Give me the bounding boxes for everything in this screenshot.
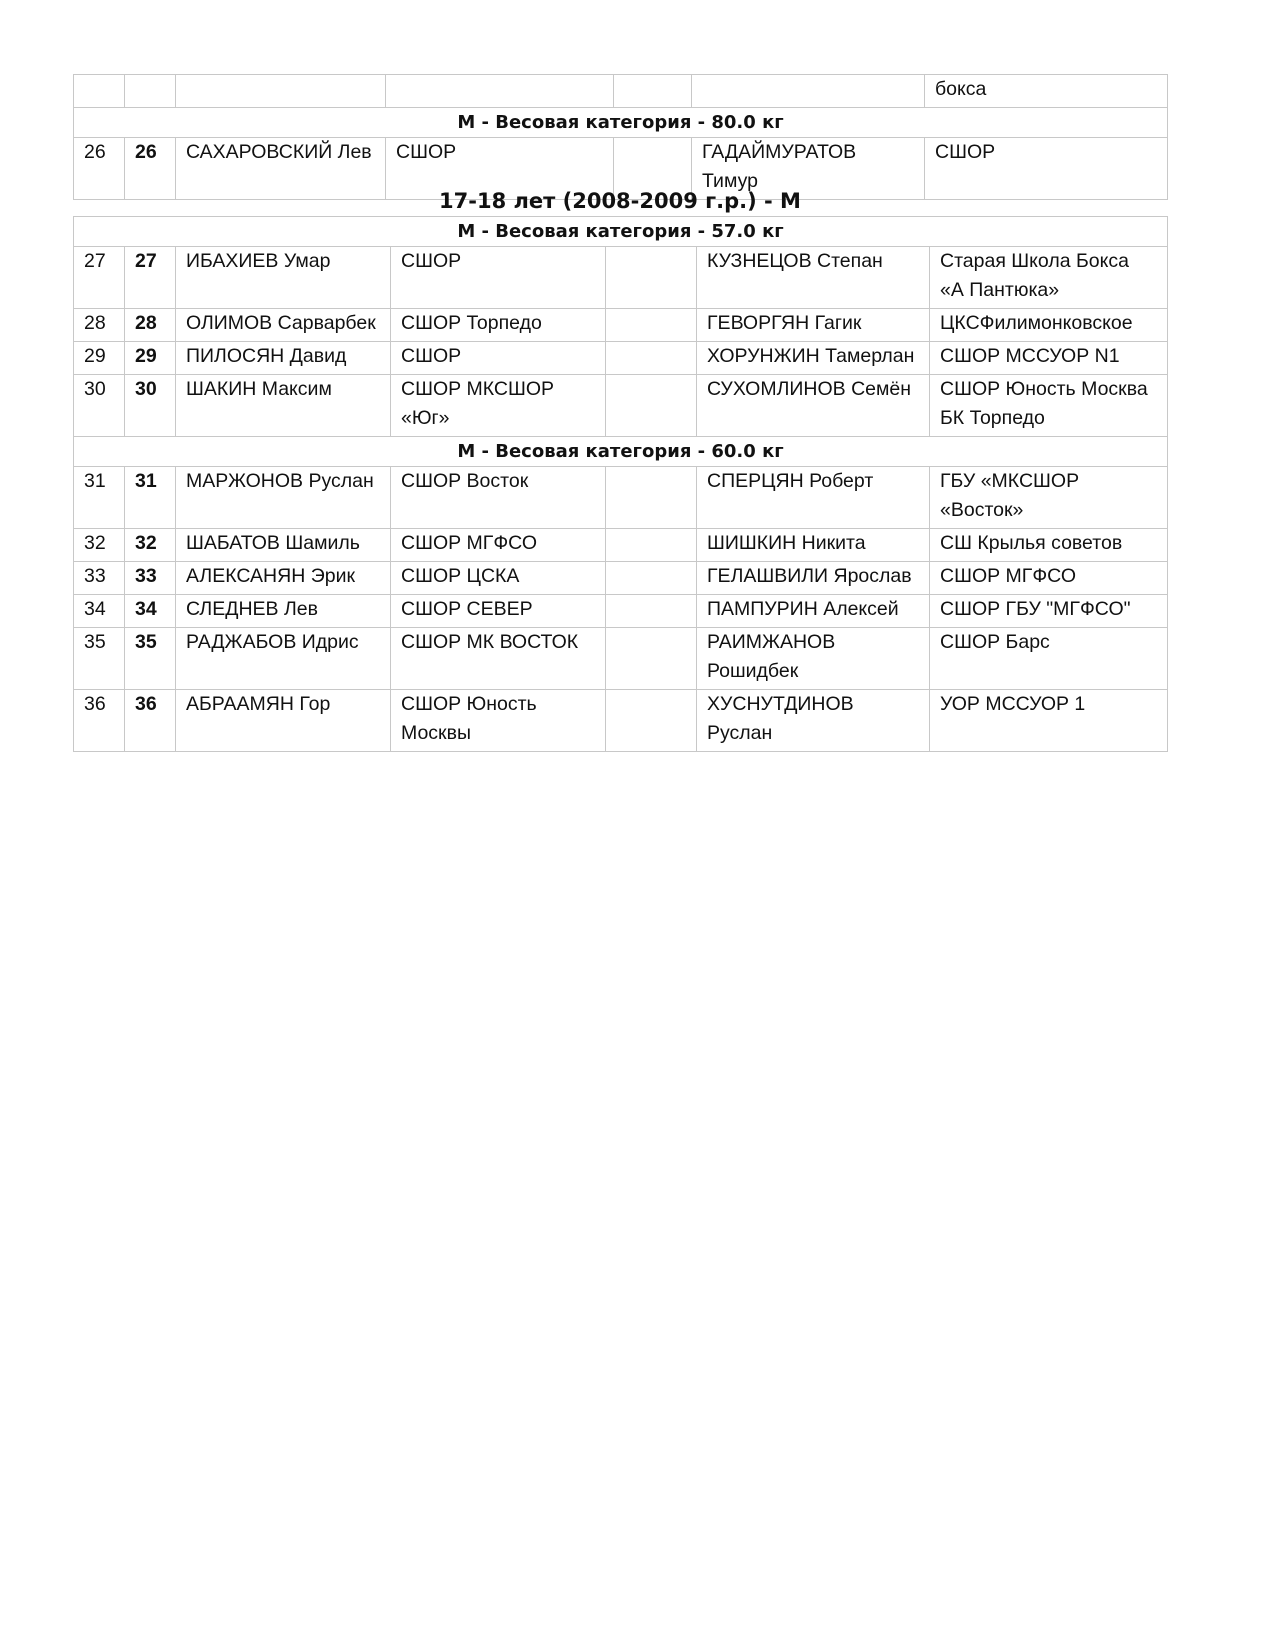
cell-seed: 29: [125, 342, 176, 375]
cell-mid: [606, 595, 697, 628]
cell-mid: [606, 628, 697, 690]
cell-name1: ШАКИН Максим: [176, 375, 391, 437]
cell-num: 28: [74, 309, 125, 342]
cell-name1: АБРААМЯН Гор: [176, 690, 391, 752]
table-row: [74, 595, 1168, 628]
cell-seed: 26: [125, 138, 176, 200]
cell-mid: [606, 247, 697, 309]
cell-num: 30: [74, 375, 125, 437]
cell-club1: СШОР Торпедо: [391, 309, 606, 342]
cell-name1: ШАБАТОВ Шамиль: [176, 529, 391, 562]
table-row: [74, 247, 1168, 309]
cell-club2: ГБУ «МКСШОР «Восток»: [930, 467, 1168, 529]
cell-club1: СШОР МКСШОР «Юг»: [391, 375, 606, 437]
cell-name1: РАДЖАБОВ Идрис: [176, 628, 391, 690]
cell-num: 35: [74, 628, 125, 690]
cell-mid: [614, 75, 692, 108]
cell-seed: 35: [125, 628, 176, 690]
weight-category-label: М - Весовая категория - 57.0 кг: [74, 217, 1168, 247]
cell-name2: СПЕРЦЯН Роберт: [697, 467, 930, 529]
cell-mid: [606, 529, 697, 562]
cell-num: 36: [74, 690, 125, 752]
cell-seed: 27: [125, 247, 176, 309]
cell-num: 32: [74, 529, 125, 562]
cell-seed: [125, 75, 176, 108]
cell-seed: 33: [125, 562, 176, 595]
category-row: [74, 217, 1168, 247]
cell-name2: ХОРУНЖИН Тамерлан: [697, 342, 930, 375]
category-row: [74, 437, 1168, 467]
table-row: [74, 562, 1168, 595]
cell-num: 29: [74, 342, 125, 375]
cell-name1: САХАРОВСКИЙ Лев: [176, 138, 386, 200]
cell-name2: ГАДАЙМУРАТОВ Тимур: [692, 138, 925, 200]
category-row: [74, 108, 1168, 138]
cell-name2: СУХОМЛИНОВ Семён: [697, 375, 930, 437]
table-row: [74, 690, 1168, 752]
table-row: [74, 628, 1168, 690]
table-continuation: [73, 74, 1168, 200]
cell-seed: 34: [125, 595, 176, 628]
cell-seed: 31: [125, 467, 176, 529]
cell-seed: 32: [125, 529, 176, 562]
cell-name2: ШИШКИН Никита: [697, 529, 930, 562]
table-17-18: [73, 216, 1168, 752]
cell-mid: [606, 342, 697, 375]
cell-club2: СШОР МГФСО: [930, 562, 1168, 595]
table-row: [74, 309, 1168, 342]
cell-club2: СШОР: [925, 138, 1168, 200]
cell-mid: [606, 467, 697, 529]
cell-club2: СШОР ГБУ "МГФСО": [930, 595, 1168, 628]
cell-name2: ГЕЛАШВИЛИ Ярослав: [697, 562, 930, 595]
cell-club2: Старая Школа Бокса «А Пантюка»: [930, 247, 1168, 309]
cell-name1: ИБАХИЕВ Умар: [176, 247, 391, 309]
cell-seed: 36: [125, 690, 176, 752]
cell-club1: СШОР МК ВОСТОК: [391, 628, 606, 690]
weight-category-label: М - Весовая категория - 80.0 кг: [74, 108, 1168, 138]
table-row: [74, 467, 1168, 529]
cell-mid: [606, 690, 697, 752]
cell-mid: [606, 562, 697, 595]
cell-num: [74, 75, 125, 108]
weight-category-label: М - Весовая категория - 60.0 кг: [74, 437, 1168, 467]
cell-name2: [692, 75, 925, 108]
cell-seed: 28: [125, 309, 176, 342]
cell-name2: ПАМПУРИН Алексей: [697, 595, 930, 628]
cell-num: 26: [74, 138, 125, 200]
table-row: [74, 529, 1168, 562]
section-title: 17-18 лет (2008-2009 г.р.) - М: [439, 189, 801, 213]
cell-name2: ХУСНУТДИНОВ Руслан: [697, 690, 930, 752]
table-row: [74, 375, 1168, 437]
cell-name1: СЛЕДНЕВ Лев: [176, 595, 391, 628]
cell-club2: СШОР Барс: [930, 628, 1168, 690]
cell-name2: КУЗНЕЦОВ Степан: [697, 247, 930, 309]
cell-club2: СШ Крылья советов: [930, 529, 1168, 562]
cell-club1: СШОР: [391, 342, 606, 375]
cell-name1: АЛЕКСАНЯН Эрик: [176, 562, 391, 595]
cell-name1: [176, 75, 386, 108]
cell-club1: СШОР МГФСО: [391, 529, 606, 562]
cell-club1: [386, 75, 614, 108]
cell-seed: 30: [125, 375, 176, 437]
cell-club1: СШОР ЦСКА: [391, 562, 606, 595]
cell-name1: ПИЛОСЯН Давид: [176, 342, 391, 375]
cell-club1: СШОР Юность Москвы: [391, 690, 606, 752]
cell-club1: СШОР: [386, 138, 614, 200]
cell-num: 33: [74, 562, 125, 595]
cell-club1: СШОР Восток: [391, 467, 606, 529]
cell-club2: бокса: [925, 75, 1168, 108]
cell-name2: ГЕВОРГЯН Гагик: [697, 309, 930, 342]
cell-club2: УОР МССУОР 1: [930, 690, 1168, 752]
table-row: [74, 75, 1168, 108]
cell-mid: [606, 309, 697, 342]
cell-name2: РАИМЖАНОВ Рошидбек: [697, 628, 930, 690]
table-row: [74, 342, 1168, 375]
cell-name1: ОЛИМОВ Сарварбек: [176, 309, 391, 342]
cell-club1: СШОР СЕВЕР: [391, 595, 606, 628]
cell-club2: ЦКСФилимонковское: [930, 309, 1168, 342]
cell-club2: СШОР Юность Москва БК Торпедо: [930, 375, 1168, 437]
cell-name1: МАРЖОНОВ Руслан: [176, 467, 391, 529]
cell-club2: СШОР МССУОР N1: [930, 342, 1168, 375]
cell-club1: СШОР: [391, 247, 606, 309]
cell-num: 27: [74, 247, 125, 309]
cell-num: 34: [74, 595, 125, 628]
cell-num: 31: [74, 467, 125, 529]
cell-mid: [606, 375, 697, 437]
